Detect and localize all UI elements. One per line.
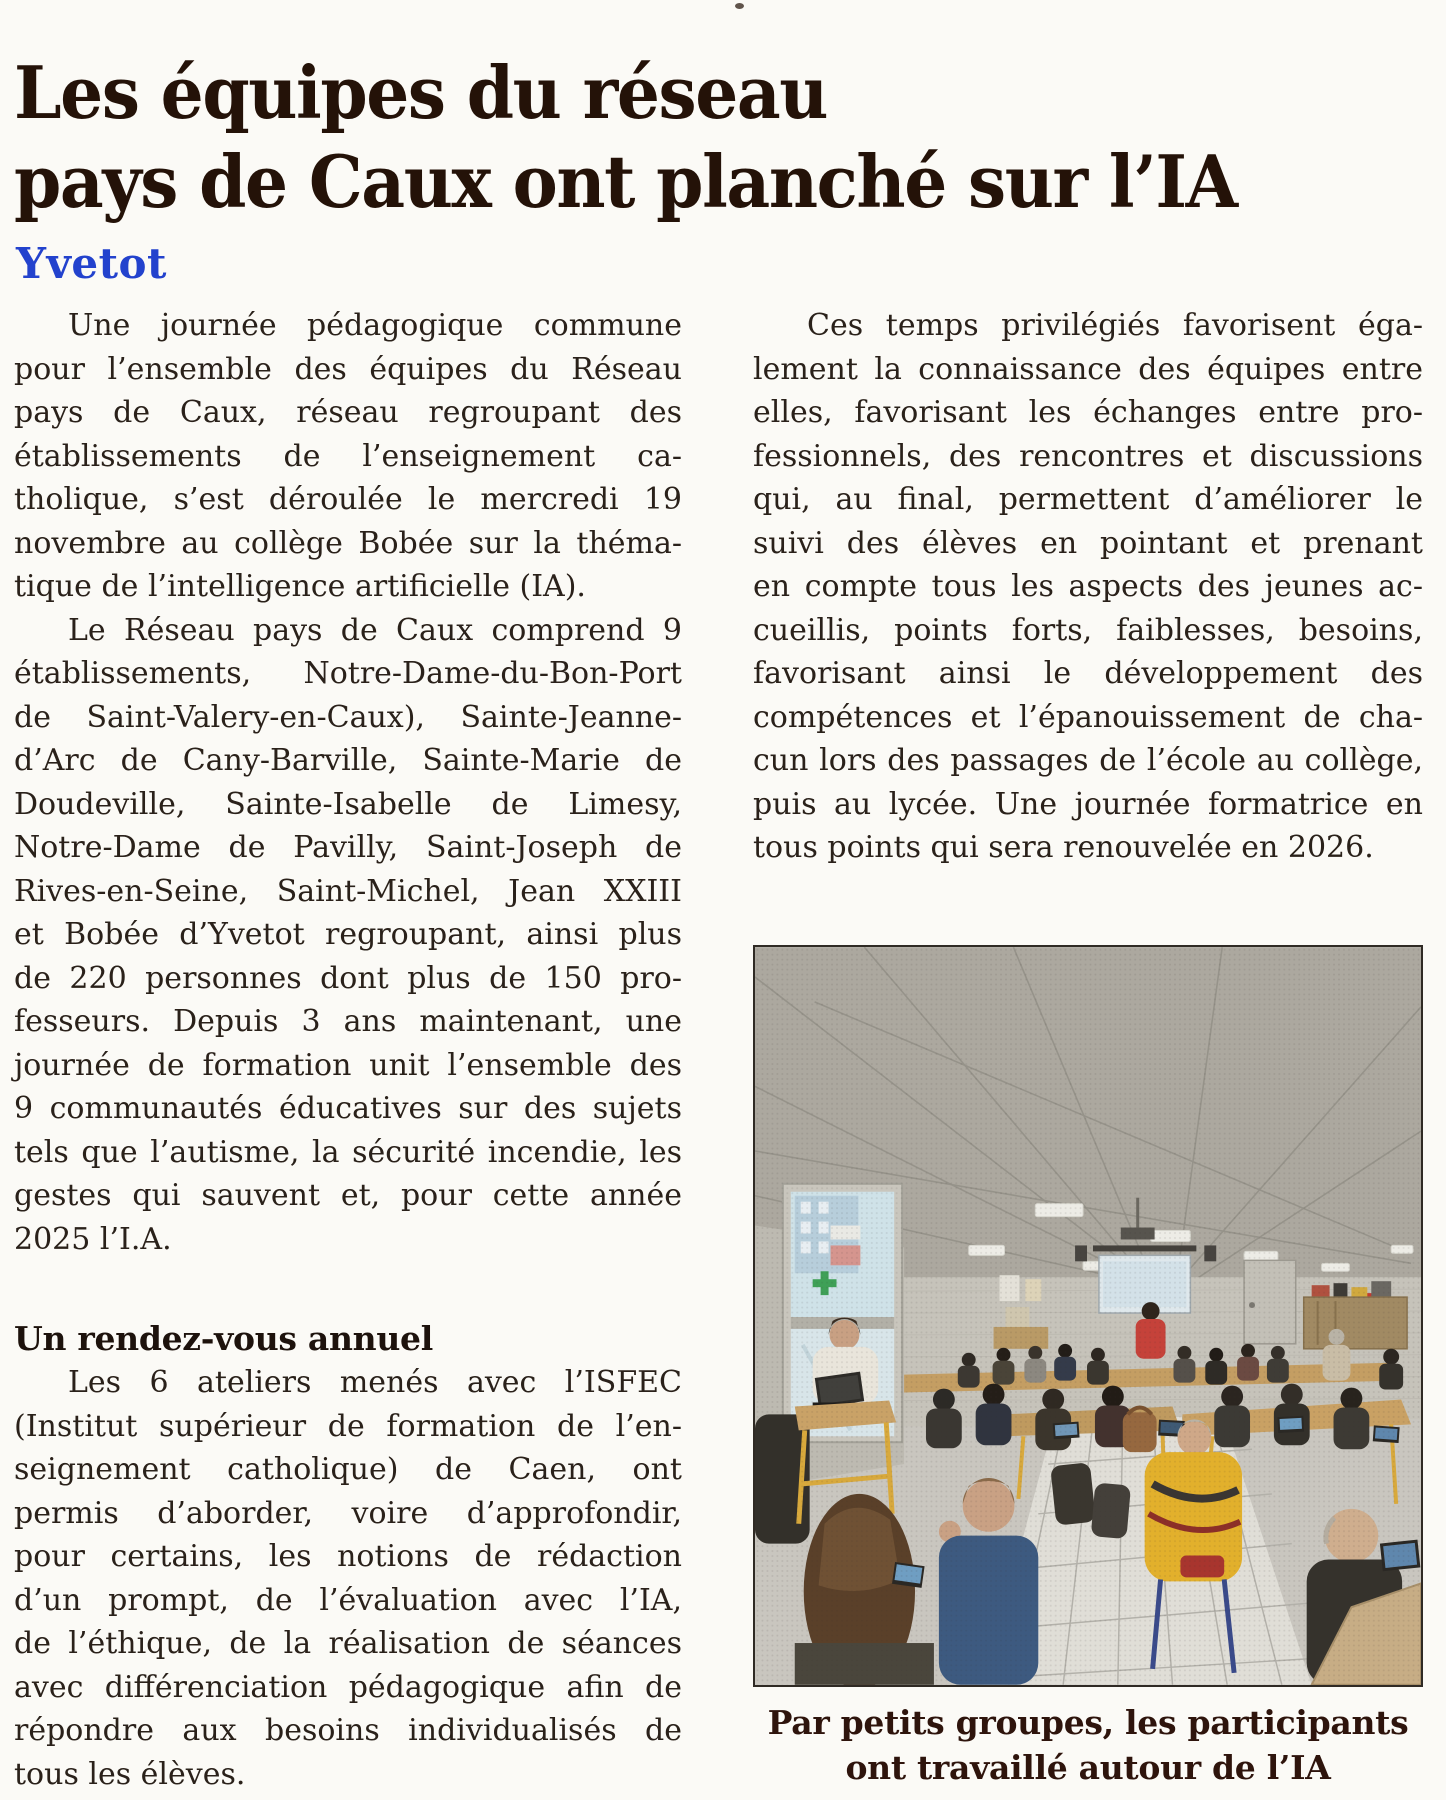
headline-line-2: pays de Caux ont planché sur l’IA [14,139,1237,225]
text-line: favorisant ainsi le développement des [753,656,1423,691]
text-line: de Saint-Valery-en-Caux), Sainte-Jeanne- [14,699,682,735]
text-line: répondre aux besoins individualisés de [14,1713,682,1748]
text-line: tous les élèves. [14,1756,246,1792]
text-line: tous points qui sera renouvelée en 2026. [753,830,1374,865]
text-line: tholique, s’est déroulée le mercredi 19 [14,482,682,517]
text-line: cun lors des passages de l’école au collège, [753,743,1423,778]
text-line: permis d’aborder, voire d’approfondir, [14,1495,682,1531]
text-line: pays de Caux, réseau regroupant des [14,395,682,430]
photo-caption [753,1700,1423,1790]
text-line: et Bobée d’Yvetot regroupant, ainsi plus [14,917,682,952]
text-line: établissements, Notre-Dame-du-Bon-Port [14,656,682,691]
classroom-photo-illustration [755,947,1421,1685]
text-line: lement la connaissance des équipes entre [753,351,1423,387]
caption-line-2: ont travaillé autour de l’IA [845,1748,1331,1787]
text-line: en compte tous les aspects des jeunes ac- [753,569,1423,604]
text-line: suivi des élèves en pointant et prenant [753,525,1423,561]
location-kicker: Yvetot [16,239,167,288]
text-line: journée de formation unit l’ensemble des [14,1047,682,1083]
text-line: tique de l’intelligence artificielle (IA). [14,569,586,604]
paragraph [14,304,682,609]
text-line: 9 communautés éducatives sur des sujets [14,1091,682,1126]
print-speck [735,3,744,9]
text-line: seignement catholique) de Caen, ont [14,1452,682,1487]
paragraph [14,609,682,1262]
text-line: cueillis, points forts, faiblesses, besoins, [753,612,1423,648]
text-line: d’Arc de Cany-Barville, Sainte-Marie de [14,743,682,778]
article-column-left [14,304,682,1796]
text-line: pour certains, les notions de rédaction [14,1539,682,1574]
paragraph [753,304,1423,870]
text-line: avec différenciation pédagogique afin de [14,1669,682,1705]
paragraph [14,1361,682,1796]
text-line: Rives-en-Seine, Saint-Michel, Jean XXIII [14,873,682,909]
text-line: gestes qui sauvent et, pour cette année [14,1178,682,1213]
text-line: elles, favorisant les échanges entre pro- [753,395,1423,430]
text-line: Une journée pédagogique commune [68,308,682,343]
article-photo [753,945,1423,1687]
text-line: pour l’ensemble des équipes du Réseau [14,351,682,387]
text-line: tels que l’autisme, la sécurité incendie, les [14,1134,682,1170]
text-line: puis au lycée. Une journée formatrice en [753,786,1423,822]
text-line: Notre-Dame de Pavilly, Saint-Joseph de [14,830,682,865]
text-line: qui, au final, permettent d’améliorer le [753,482,1423,517]
article-headline [14,48,1443,226]
text-line: de 220 personnes dont plus de 150 pro- [14,960,682,996]
text-line: fesseurs. Depuis 3 ans maintenant, une [14,1004,682,1039]
text-line: Doudeville, Sainte-Isabelle de Limesy, [14,786,682,822]
section-subhead: Un rendez-vous annuel [14,1319,433,1358]
text-line: établissements de l’enseignement ca- [14,438,682,474]
text-line: Le Réseau pays de Caux comprend 9 [68,612,682,648]
headline-line-1: Les équipes du réseau [14,50,828,136]
text-line: 2025 l’I.A. [14,1221,172,1257]
text-line: de l’éthique, de la réalisation de séances [14,1626,682,1661]
text-line: fessionnels, des rencontres et discussions [753,438,1423,474]
text-line: compétences et l’épanouissement de cha- [753,699,1423,735]
text-line: Ces temps privilégiés favorisent éga- [807,308,1423,343]
caption-line-1: Par petits groupes, les participants [767,1703,1409,1742]
article-column-right [753,304,1423,870]
text-line: (Institut supérieur de formation de l’en- [14,1408,682,1444]
halftone-overlay [755,947,1421,1685]
text-line: novembre au collège Bobée sur la théma- [14,525,682,561]
text-line: d’un prompt, de l’évaluation avec l’IA, [14,1582,682,1618]
text-line: Les 6 ateliers menés avec l’ISFEC [68,1365,682,1400]
